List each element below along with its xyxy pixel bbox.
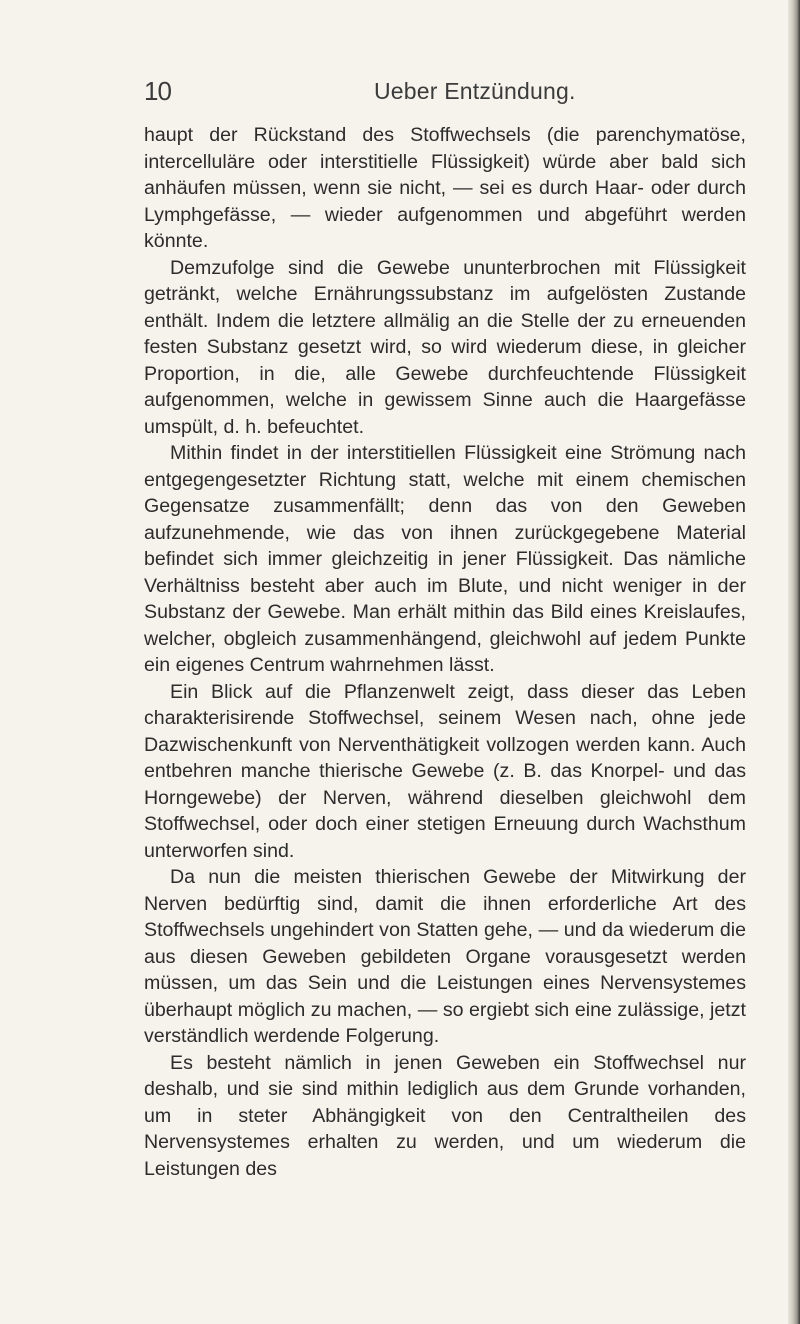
paragraph-6: Es besteht nämlich in jenen Geweben ein Stoffwechsel nur deshalb, und sie sind mithin lediglich aus dem Grunde vorhanden, um in steter Abhängigkeit von den Centraltheilen des Nervensystemes erhalten zu werden, und um wiederum die Leistungen des bbox=[144, 1051, 746, 1180]
paragraph-1: haupt der Rückstand des Stoffwechsels (die parenchymatöse, intercelluläre oder interstitielle Flüssigkeit) würde aber bald sich anhäufen müssen, wenn sie nicht, — sei es durch Haar- oder durch Lymphgefässe, — wieder aufgenommen und abgeführt werden könnte. bbox=[144, 124, 746, 252]
page-number: 10 bbox=[144, 76, 171, 106]
running-title: Ueber Entzündung. bbox=[374, 78, 576, 104]
paragraph-3: Mithin findet in der interstitiellen Flüssigkeit eine Strömung nach entgegengesetzter Richtung statt, welche mit einem chemischen Gegensatze zusammenfällt; denn das von den Geweben aufzunehmende, wie das von ihnen zurückgegebene Material befindet sich immer gleichzeitig in jener Flüssigkeit. Das nämliche Verhältniss besteht aber auch im Blute, und nicht weniger in der Substanz der Gewebe. Man erhält mithin das Bild eines Kreislaufes, welcher, obgleich zusammenhängend, gleichwohl auf jedem Punkte ein eigenes Centrum wahrnehmen lässt. bbox=[144, 442, 746, 676]
page-header bbox=[144, 76, 752, 110]
paragraph-5: Da nun die meisten thierischen Gewebe der Mitwirkung der Nerven bedürftig sind, damit die ihnen erforderliche Art des Stoffwechsels ungehindert von Statten gehe, — und da wiederum die aus diesen Geweben gebildeten Organe vorausgesetzt werden müssen, um das Sein und die Leistungen eines Nervensystemes überhaupt möglich zu machen, — so ergiebt sich eine zulässige, jetzt verständlich werdende Folgerung. bbox=[144, 866, 746, 1047]
paragraph-2: Demzufolge sind die Gewebe ununterbrochen mit Flüssigkeit getränkt, welche Ernährungssubstanz im aufgelösten Zustande enthält. Indem die letztere allmälig an die Stelle der zu erneuenden festen Substanz gesetzt wird, so wird wiederum diese, in gleicher Proportion, in die, alle Gewebe durchfeuchtende Flüssigkeit aufgenommen, welche in gewissem Sinne auch die Haargefässe umspült, d. h. befeuchtet. bbox=[144, 256, 746, 438]
body-text bbox=[144, 122, 746, 1182]
paragraph-4: Ein Blick auf die Pflanzenwelt zeigt, dass dieser das Leben charakterisirende Stoffwechsel, seinem Wesen nach, ohne jede Dazwischenkunft von Nerventhätigkeit vollzogen werden kann. Auch entbehren manche thierische Gewebe (z. B. das Knorpel- und das Horngewebe) der Nerven, während dieselben gleichwohl dem Stoffwechsel, oder doch einer stetigen Erneuung durch Wachsthum unterworfen sind. bbox=[144, 680, 746, 862]
page-edge-shadow bbox=[788, 0, 800, 1324]
